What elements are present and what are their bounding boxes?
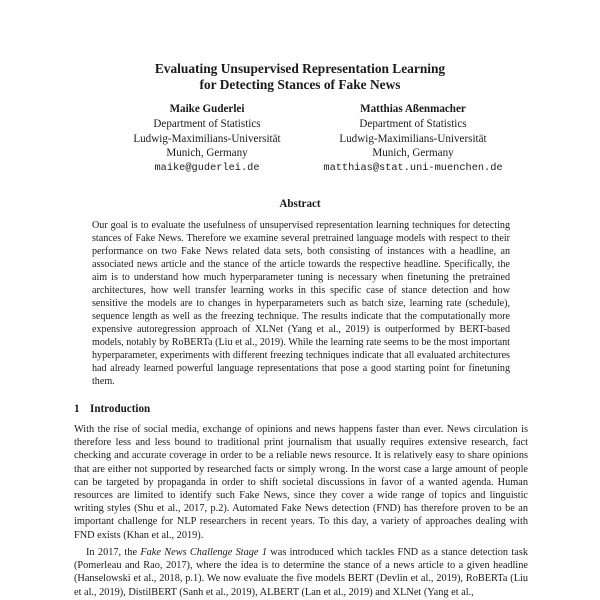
title-line-2: for Detecting Stances of Fake News: [199, 77, 401, 92]
challenge-name: Fake News Challenge Stage 1: [140, 547, 267, 558]
para-2-rest: was introduced which tackles FND as a stance detection task (Pomerleau and Rao, 2017), where the idea is to determine the stance of a news article to a given headline (Hanselowski et al., 2018, p.1). We now evaluate the five models BERT (Devlin et al., 2019), RoBERTa (Liu et al., 2019), DistilBERT (Sanh et al., 2019), ALBERT (Lan et al., 2019) and XLNet (Yang et al.,: [74, 547, 528, 598]
intro-paragraph-1: With the rise of social media, exchange of opinions and news happens faster than ever. News circulation is therefore less and less bound to traditional print journalism that usually requires extensive research, fact checking and accurate coverage in order to be a reliable news resource. It is relatively easy to share opinions that are either not supported by researched facts or simply wrong. In the worst case a large amount of people can be targeted by propaganda in order to shift societal discussions in favor of a wanted agenda. Human resources are limited to identify such Fake News, since they cover a wide range of topics and linguistic writing styles (Shu et al., 2017, p.2). Automated Fake News detection (FND) has therefore proven to be an important challenge for NLP researchers in recent years. To this day, a variety of approaches dealing with FND exists (Khan et al., 2019).: [74, 424, 528, 541]
author-location: Munich, Germany: [372, 147, 454, 160]
author-university: Ludwig-Maximilians-Universität: [133, 132, 281, 145]
section-heading: [74, 403, 150, 415]
paper-title: [0, 61, 600, 93]
author-name: Maike Guderlei: [169, 103, 245, 115]
author-university: Ludwig-Maximilians-Universität: [339, 132, 487, 145]
section-number: 1: [74, 403, 80, 415]
author-name: Matthias Aßenmacher: [360, 103, 466, 115]
section-title: Introduction: [90, 403, 151, 415]
author-block-1: [97, 102, 317, 176]
intro-paragraph-2: [74, 546, 528, 599]
author-email: matthias@stat.uni-muenchen.de: [323, 162, 503, 175]
abstract-text: Our goal is to evaluate the usefulness of unsupervised representation learning techniques for detecting stances of Fake News. Therefore we examine several pretrained language models with respect to their performance on two Fake News related data sets, both consisting of instances with a headline, an associated news article and the stance of the article towards the respective headline. Specifically, the aim is to understand how much hyperparameter tuning is necessary when finetuning the pretrained architectures, how well transfer learning works in this specific case of stance detection and how sensitive the models are to changes in hyperparameters such as batch size, learning rate (schedule), sequence length as well as the freezing technique. The results indicate that the computationally more expensive autoregression approach of XLNet (Yang et al., 2019) is outperformed by BERT-based models, notably by RoBERTa (Liu et al., 2019). While the learning rate seems to be the most important hyperparameter, experiments with different freezing techniques indicate that all evaluated architectures had already learned powerful language representations that pose a good starting point for finetuning them.: [92, 220, 510, 387]
author-department: Department of Statistics: [153, 117, 261, 130]
author-location: Munich, Germany: [166, 147, 248, 160]
author-block-2: [303, 102, 523, 176]
author-department: Department of Statistics: [359, 117, 467, 130]
author-email: maike@guderlei.de: [154, 162, 260, 175]
title-line-1: Evaluating Unsupervised Representation Learning: [154, 61, 446, 76]
abstract-heading: Abstract: [279, 198, 321, 210]
para-2-start: In 2017, the: [86, 547, 141, 558]
